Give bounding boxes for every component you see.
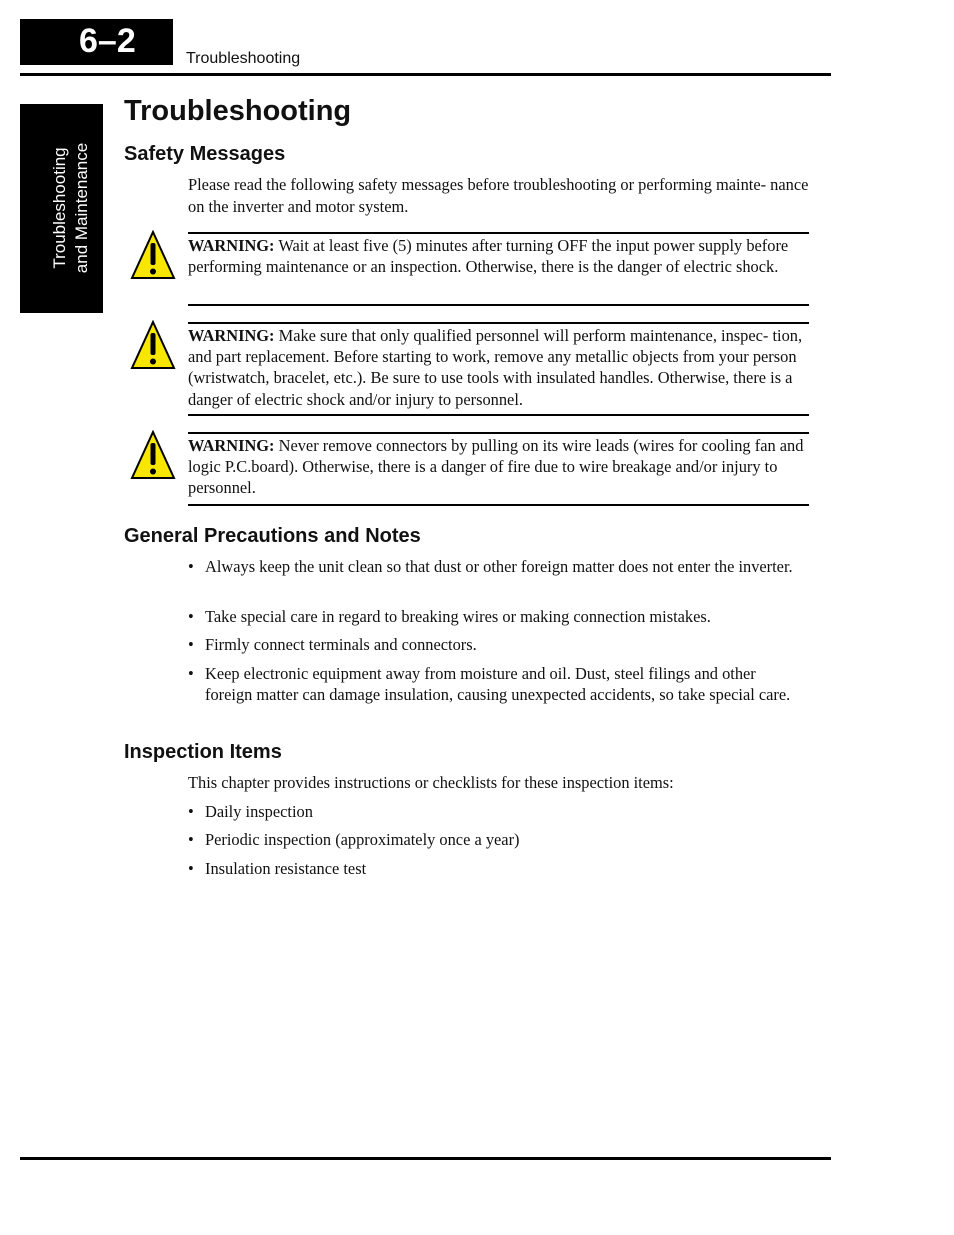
bullet-icon: • (188, 635, 194, 654)
bullet-icon: • (188, 859, 194, 878)
warning-block-3 (188, 432, 809, 506)
warning-block-2 (188, 322, 809, 416)
inspection-heading: Inspection Items (124, 741, 282, 763)
warning-rule-bottom (188, 304, 809, 306)
footer-rule (20, 1157, 831, 1160)
safety-intro: Please read the following safety messages before troubleshooting or performing mainte- nance on the inverter and motor system. (188, 175, 809, 216)
page-number: 6–2 (79, 22, 136, 60)
bullet-icon: • (188, 607, 194, 626)
side-tab-line-2: and Maintenance (72, 142, 91, 274)
safety-messages-heading: Safety Messages (124, 143, 286, 165)
warning-rule-bottom (188, 414, 809, 416)
page-number-box (20, 19, 173, 65)
warning-body: Make sure that only qualified personnel will perform maintenance, inspec- tion, and part replacement. Before starting to work, remove any metallic objects from your person (wristwatch, bracelet, etc.). Be sure to use tools with insulated handles. Otherwise, there is a danger of electric shock and/or injury to personnel. (188, 326, 803, 409)
precautions-heading: General Precautions and Notes (124, 525, 421, 547)
page-title: Troubleshooting (124, 95, 352, 127)
list-item-text: Daily inspection (205, 802, 313, 821)
bullet-icon: • (188, 664, 194, 683)
side-tab-line-1: Troubleshooting (50, 147, 69, 269)
list-item-text: Periodic inspection (approximately once a year) (205, 830, 520, 849)
warning-rule-top (188, 232, 809, 234)
warning-body: Never remove connectors by pulling on its wire leads (wires for cooling fan and logic P.C.board). Otherwise, there is a danger of fire due to wire breakage and/or injury to personnel. (188, 436, 804, 498)
warning-label: WARNING: (188, 236, 275, 255)
warning-triangle-icon (130, 320, 176, 370)
warning-text-1 (188, 235, 809, 277)
bullet-icon: • (188, 802, 194, 821)
list-item-text: Firmly connect terminals and connectors. (205, 635, 477, 654)
warning-rule-bottom (188, 504, 809, 506)
warning-triangle-icon (130, 230, 176, 280)
warning-rule-top (188, 432, 809, 434)
warning-block-1 (188, 232, 809, 306)
warning-label: WARNING: (188, 326, 275, 345)
chapter-side-tab (20, 104, 103, 313)
warning-text-2 (188, 325, 809, 410)
header-rule (20, 73, 831, 76)
warning-label: WARNING: (188, 436, 275, 455)
inspection-intro: This chapter provides instructions or checklists for these inspection items: (188, 773, 674, 792)
warning-body: Wait at least five (5) minutes after turning OFF the input power supply before performing maintenance or an inspection. Otherwise, there is the danger of electric shock. (188, 236, 789, 277)
warning-text-3 (188, 435, 809, 499)
bullet-icon: • (188, 557, 194, 576)
list-item-text: Always keep the unit clean so that dust or other foreign matter does not enter the inverter. (205, 557, 793, 576)
list-item-text: Take special care in regard to breaking wires or making connection mistakes. (205, 607, 711, 626)
bullet-icon: • (188, 830, 194, 849)
list-item-text: Insulation resistance test (205, 859, 367, 878)
warning-triangle-icon (130, 430, 176, 480)
list-item-text: Keep electronic equipment away from moisture and oil. Dust, steel filings and other foreign matter can damage insulation, causing unexpected accidents, so take special care. (205, 664, 791, 705)
side-tab-label (49, 128, 93, 288)
running-head: Troubleshooting (186, 50, 301, 67)
warning-rule-top (188, 322, 809, 324)
